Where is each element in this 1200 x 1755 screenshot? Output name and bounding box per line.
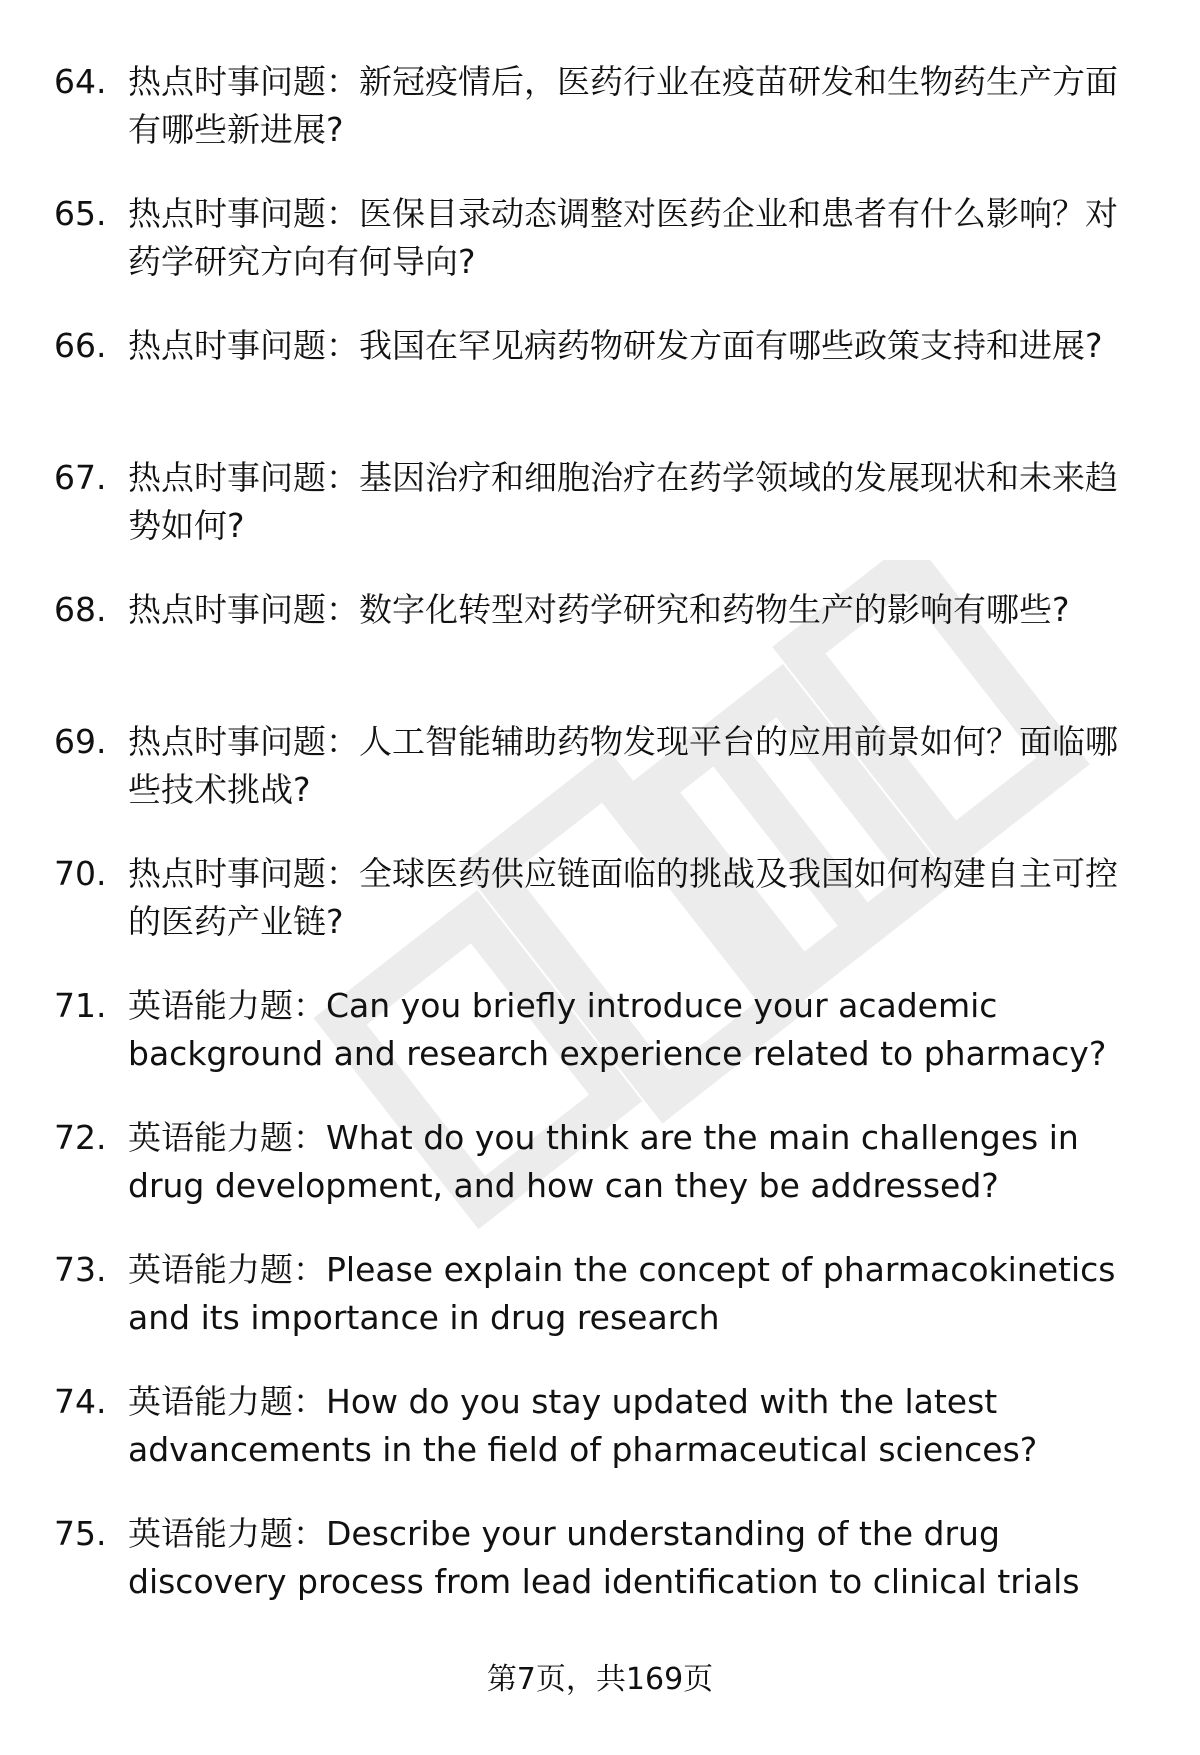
question-number: 70. (54, 854, 107, 893)
question-text: 热点时事问题：医保目录动态调整对医药企业和患者有什么影响？对药学研究方向有何导向? (128, 194, 1118, 281)
question-number: 65. (54, 194, 107, 233)
question-list (0, 58, 1200, 1642)
question-text: 热点时事问题：新冠疫情后，医药行业在疫苗研发和生物药生产方面有哪些新进展? (128, 62, 1118, 149)
question-number: 72. (54, 1118, 107, 1157)
question-text: 热点时事问题：我国在罕见病药物研发方面有哪些政策支持和进展? (128, 326, 1103, 365)
question-item (0, 850, 1200, 982)
question-item (0, 1510, 1200, 1642)
question-number: 73. (54, 1250, 107, 1289)
question-text: 英语能力题：How do you stay updated with the latest advancements in the field of pharmaceutical sciences? (128, 1382, 1038, 1469)
question-text: 英语能力题：Can you briefly introduce your academic background and research experience related to pharmacy? (128, 986, 1107, 1073)
question-text: 热点时事问题：数字化转型对药学研究和药物生产的影响有哪些? (128, 590, 1070, 629)
question-item (0, 190, 1200, 322)
question-item (0, 58, 1200, 190)
question-number: 71. (54, 986, 107, 1025)
question-number: 75. (54, 1514, 107, 1553)
question-item (0, 1378, 1200, 1510)
question-item (0, 1246, 1200, 1378)
page-footer: 第7页，共169页 (486, 1662, 714, 1697)
question-text: 英语能力题：Please explain the concept of pharmacokinetics and its importance in drug research (128, 1250, 1116, 1337)
question-number: 74. (54, 1382, 107, 1421)
question-text: 英语能力题：Describe your understanding of the drug discovery process from lead identification to clinical trials (128, 1514, 1080, 1601)
question-number: 67. (54, 458, 107, 497)
question-text: 热点时事问题：基因治疗和细胞治疗在药学领域的发展现状和未来趋势如何? (128, 458, 1118, 545)
question-item (0, 982, 1200, 1114)
question-text: 热点时事问题：全球医药供应链面临的挑战及我国如何构建自主可控的医药产业链? (128, 854, 1118, 941)
question-number: 69. (54, 722, 107, 761)
question-number: 64. (54, 62, 107, 101)
question-text: 热点时事问题：人工智能辅助药物发现平台的应用前景如何？面临哪些技术挑战? (128, 722, 1118, 809)
question-text: 英语能力题：What do you think are the main challenges in drug development, and how can they be addressed? (128, 1118, 1079, 1205)
question-item (0, 1114, 1200, 1246)
question-number: 68. (54, 590, 107, 629)
question-item (0, 718, 1200, 850)
question-number: 66. (54, 326, 107, 365)
question-item (0, 322, 1200, 454)
question-item (0, 454, 1200, 586)
question-item (0, 586, 1200, 718)
